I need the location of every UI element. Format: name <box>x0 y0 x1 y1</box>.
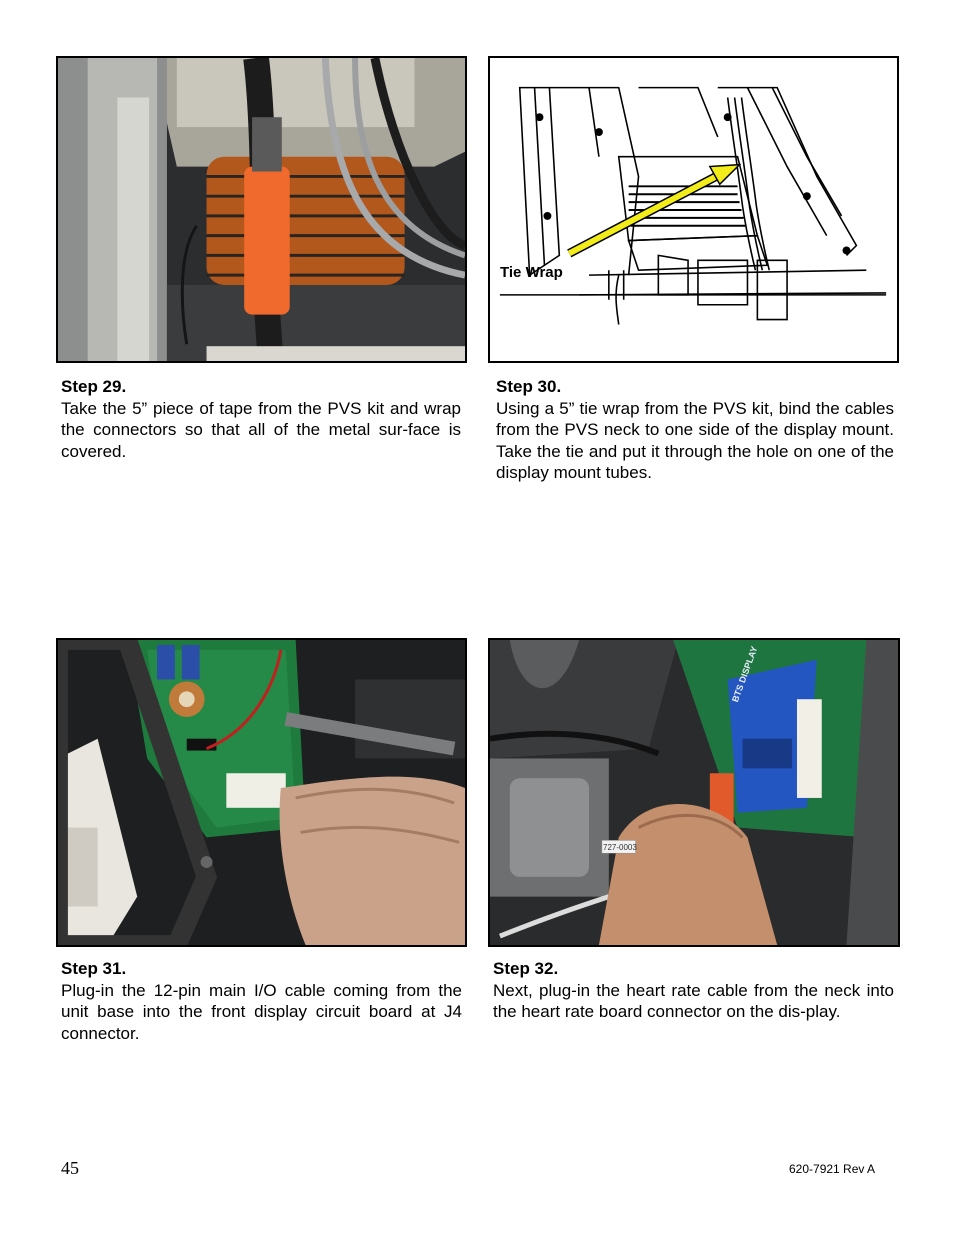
step-32-caption <box>493 958 894 1023</box>
step-30-caption <box>496 376 894 484</box>
step-32-photo <box>488 638 900 947</box>
page-number: 45 <box>61 1158 79 1178</box>
step-title: Step 32. <box>493 959 559 978</box>
cable-tag-label: 727-0003 <box>603 843 637 852</box>
step-29-photo <box>56 56 467 363</box>
step-text: Take the 5” piece of tape from the PVS kit and wrap the connectors so that all of the metal sur-face is covered. <box>61 398 461 461</box>
step-text: Next, plug-in the heart rate cable from the neck into the heart rate board connector on the dis-play. <box>493 980 894 1021</box>
step-31-photo <box>56 638 467 947</box>
step-30-diagram <box>488 56 899 363</box>
step-title: Step 30. <box>496 377 562 396</box>
step-29-caption <box>61 376 461 462</box>
step-title: Step 29. <box>61 377 127 396</box>
step-31-caption <box>61 958 462 1044</box>
tie-wrap-label: Tie Wrap <box>500 264 563 281</box>
board-text: BTS DISPLAY <box>730 644 760 704</box>
step-title: Step 31. <box>61 959 127 978</box>
step-text: Using a 5” tie wrap from the PVS kit, bind the cables from the PVS neck to one side of the display mount. Take the tie and put it through the hole on one of the display mount tubes. <box>496 398 894 482</box>
step-text: Plug-in the 12-pin main I/O cable coming from the unit base into the front display circuit board at J4 connector. <box>61 980 462 1043</box>
document-revision: 620-7921 Rev A <box>789 1162 876 1176</box>
